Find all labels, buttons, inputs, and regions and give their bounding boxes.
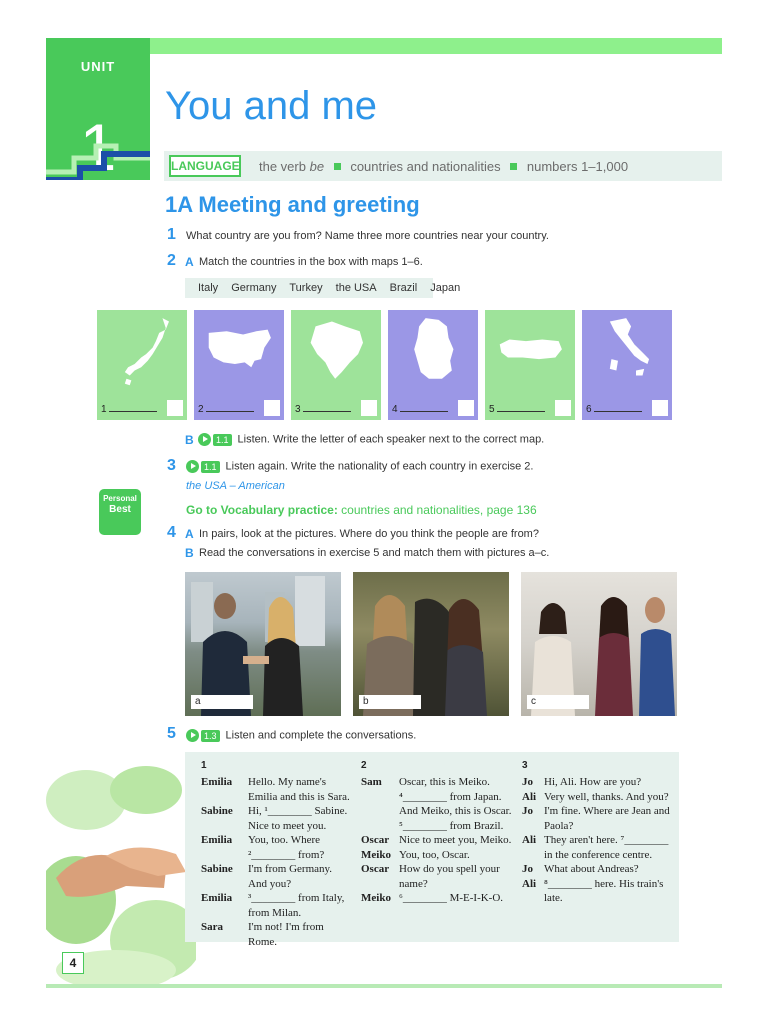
dialogue-line: Jo I'm fine. Where are Jean and Paola? <box>522 805 670 832</box>
map-letter-box[interactable] <box>361 400 377 416</box>
photo-label[interactable]: a <box>191 695 253 709</box>
country-word: Italy <box>198 282 219 294</box>
dialogue-line: Sam Oscar, this is Meiko. ⁴________ from Japan. And Meiko, this is Oscar. ⁵________ from Brazil. <box>361 776 512 832</box>
conversation-heading: 3 <box>522 760 528 771</box>
photo-c <box>521 572 677 716</box>
page-number: 4 <box>62 952 84 974</box>
personal-best-badge: Personal Best <box>99 489 141 535</box>
exercise-2-number: 2 <box>167 252 176 269</box>
exercise-5-number: 5 <box>167 725 176 742</box>
exercise-4a-letter: A <box>185 527 194 541</box>
unit-number: 1 <box>79 110 117 180</box>
country-word: Japan <box>430 282 461 294</box>
country-word: Germany <box>231 282 277 294</box>
map-answer-line[interactable]: 2 <box>198 404 254 415</box>
conversation-1 <box>201 760 353 949</box>
exercise-2b-letter: B <box>185 433 194 447</box>
conversation-2 <box>361 760 516 906</box>
play-audio-icon[interactable] <box>186 729 199 742</box>
japan-map-icon <box>97 310 187 400</box>
exercise-2a-text: Match the countries in the box with maps 1–6. <box>199 256 423 268</box>
dialogue-line: Meiko You, too, Oscar. <box>361 848 470 861</box>
track-number: 1.3 <box>201 730 220 742</box>
dialogue-line: Sara I'm not! I'm from Rome. <box>201 921 324 948</box>
language-badge: LANGUAGE <box>169 155 241 177</box>
italy-map-icon <box>582 310 672 400</box>
map-letter-box[interactable] <box>652 400 668 416</box>
play-audio-icon[interactable] <box>198 433 211 446</box>
conversation-heading: 1 <box>201 760 207 771</box>
map-letter-box[interactable] <box>264 400 280 416</box>
exercise-4b-letter: B <box>185 546 194 560</box>
map-answer-line[interactable]: 4 <box>392 404 448 415</box>
dialogue-line: Ali ⁸________ here. His train's late. <box>522 877 664 904</box>
exercise-5-text: Listen and complete the conversations. <box>225 729 417 742</box>
map-card-1 <box>97 310 187 420</box>
exercise-3-example: the USA – American <box>186 480 285 492</box>
exercise-3-line <box>186 460 533 473</box>
map-letter-box[interactable] <box>458 400 474 416</box>
dialogue-line: Oscar How do you spell your name? <box>361 863 500 890</box>
photo-b <box>353 572 509 716</box>
bullet-square-icon <box>334 163 341 170</box>
map-card-6 <box>582 310 672 420</box>
exercise-2b-line <box>198 433 544 446</box>
header-top-bar <box>150 38 722 54</box>
dialogue-line: Jo Hi, Ali. How are you? <box>522 776 642 788</box>
dialogue-line: Meiko ⁶________ M-E-I-K-O. <box>361 892 504 904</box>
topic-countries: countries and nationalities <box>350 159 501 174</box>
map-card-4 <box>388 310 478 420</box>
map-letter-box[interactable] <box>167 400 183 416</box>
exercise-2a-letter: A <box>185 255 194 269</box>
dialogue-line: Sabine I'm from Germany. And you? <box>201 863 333 890</box>
exercise-5-line <box>186 729 416 742</box>
dialogue-line: Ali Very well, thanks. And you? <box>522 790 669 803</box>
dialogue-line: Oscar Nice to meet you, Meiko. <box>361 834 512 846</box>
page-title: You and me <box>165 84 378 128</box>
map-answer-line[interactable]: 6 <box>586 404 642 415</box>
exercise-4b-text: Read the conversations in exercise 5 and match them with pictures a–c. <box>199 547 550 559</box>
dialogue-line: Sabine Hi, ¹________ Sabine. Nice to meet you. <box>201 805 348 832</box>
map-answer-line[interactable]: 1 <box>101 404 157 415</box>
photo-label[interactable]: b <box>359 695 421 709</box>
germany-map-icon <box>388 310 478 400</box>
brazil-map-icon <box>291 310 381 400</box>
dialogue-line: Emilia Hello. My name's Emilia and this is Sara. <box>201 776 350 803</box>
section-title: 1A Meeting and greeting <box>165 192 420 217</box>
map-answer-line[interactable]: 5 <box>489 404 545 415</box>
usa-map-icon <box>194 310 284 400</box>
map-card-2 <box>194 310 284 420</box>
unit-label: UNIT <box>80 59 116 74</box>
bottom-strip <box>46 984 722 988</box>
map-card-5 <box>485 310 575 420</box>
dialogue-line: Ali They aren't here. ⁷________ in the conference centre. <box>522 834 669 861</box>
map-card-3 <box>291 310 381 420</box>
handshake-leaves-illustration <box>46 760 196 984</box>
bullet-square-icon <box>510 163 517 170</box>
exercise-2b-text: Listen. Write the letter of each speaker next to the correct map. <box>237 433 545 446</box>
dialogue-line: Emilia You, too. Where ²________ from? <box>201 834 325 861</box>
country-word: Brazil <box>389 282 418 294</box>
play-audio-icon[interactable] <box>186 460 199 473</box>
country-word: the USA <box>335 282 377 294</box>
map-answer-line[interactable]: 3 <box>295 404 351 415</box>
exercise-1-number: 1 <box>167 226 176 243</box>
vocabulary-practice-link[interactable]: Go to Vocabulary practice: countries and nationalities, page 136 <box>186 503 537 517</box>
track-number: 1.1 <box>213 434 232 446</box>
exercise-3-number: 3 <box>167 457 176 474</box>
turkey-map-icon <box>485 310 575 400</box>
photo-a <box>185 572 341 716</box>
track-number: 1.1 <box>201 461 220 473</box>
photo-label[interactable]: c <box>527 695 589 709</box>
conversation-3 <box>522 760 676 906</box>
language-topics <box>259 159 628 174</box>
unit-steps-decoration <box>46 138 150 180</box>
dialogue-line: Jo What about Andreas? <box>522 863 639 875</box>
map-letter-box[interactable] <box>555 400 571 416</box>
exercise-3-text: Listen again. Write the nationality of each country in exercise 2. <box>225 460 534 473</box>
exercise-4-number: 4 <box>167 524 176 541</box>
conversation-heading: 2 <box>361 760 367 771</box>
exercise-4a-text: In pairs, look at the pictures. Where do you think the people are from? <box>199 528 539 540</box>
topic-numbers: numbers 1–1,000 <box>526 159 629 174</box>
exercise-1-text: What country are you from? Name three more countries near your country. <box>186 230 549 242</box>
topic-verb-be: the verb be <box>259 159 325 174</box>
country-list <box>198 282 470 294</box>
dialogue-line: Emilia ³________ from Italy, from Milan. <box>201 892 345 919</box>
unit-block <box>46 38 150 180</box>
country-word: Turkey <box>289 282 323 294</box>
